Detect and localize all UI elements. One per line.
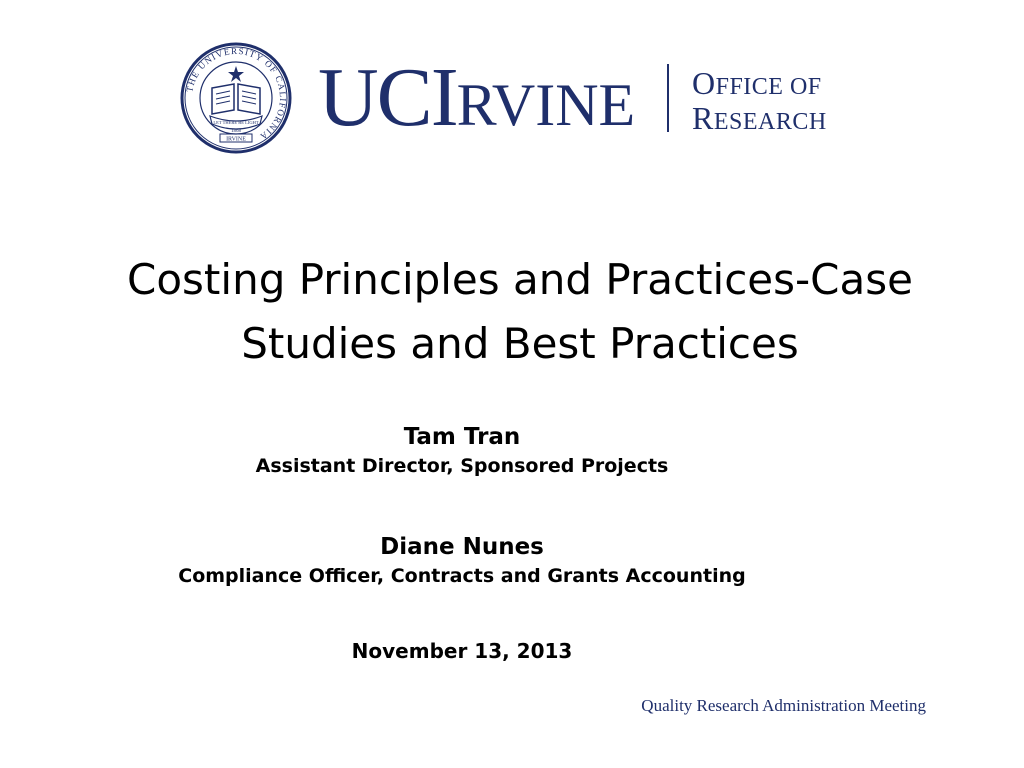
seal-motto: LET THERE BE LIGHT bbox=[213, 120, 259, 125]
uc-irvine-wordmark bbox=[318, 51, 636, 144]
wordmark-rvine: RVINE bbox=[456, 72, 636, 138]
office-line-1: OFFICE OF bbox=[692, 65, 822, 101]
presenter-name: Diane Nunes bbox=[380, 534, 544, 560]
presenter-name: Tam Tran bbox=[403, 424, 521, 450]
meeting-name: Quality Research Administration Meeting bbox=[641, 696, 926, 715]
presenter-2 bbox=[0, 532, 974, 590]
presenter-role: Assistant Director, Sponsored Projects bbox=[255, 455, 669, 477]
wordmark-uci: UCI bbox=[318, 51, 457, 144]
seal-year: 1868 bbox=[231, 129, 241, 134]
presenter-1 bbox=[0, 422, 974, 480]
seal-ring-text: THE UNIVERSITY OF CALIFORNIA bbox=[184, 45, 289, 143]
logo-divider bbox=[667, 64, 669, 132]
presenter-role: Compliance Officer, Contracts and Grants Accounting bbox=[178, 565, 746, 587]
slide-title bbox=[60, 248, 980, 376]
presentation-date: November 13, 2013 bbox=[351, 639, 573, 663]
university-seal-icon bbox=[180, 42, 292, 154]
header-logo bbox=[0, 0, 1024, 170]
title-line-2: Studies and Best Practices bbox=[241, 319, 799, 368]
seal-campus: IRVINE bbox=[226, 136, 246, 143]
title-line-1: Costing Principles and Practices-Case bbox=[127, 255, 913, 304]
office-line-2: RESEARCH bbox=[692, 100, 827, 136]
office-of-research-label bbox=[692, 65, 827, 138]
